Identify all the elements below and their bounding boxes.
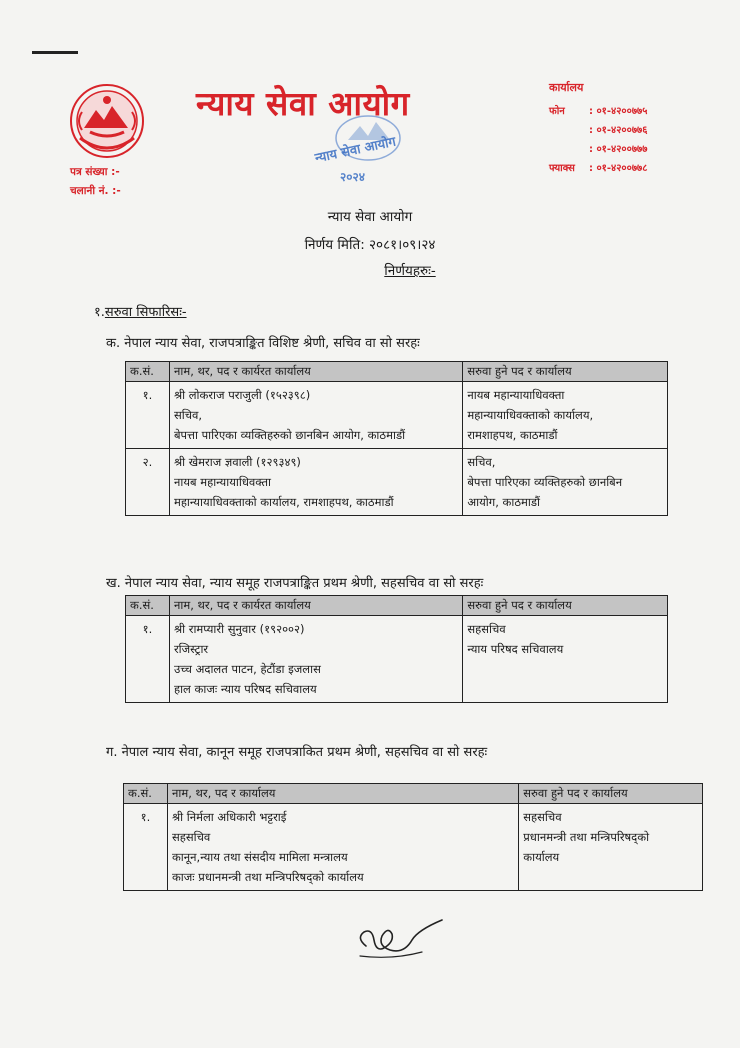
transfer-post-cell — [519, 804, 703, 891]
document-title: न्याय सेवा आयोग — [327, 209, 413, 225]
organization-title: न्याय सेवा आयोग — [196, 84, 410, 123]
table-header-row — [126, 596, 668, 616]
column-header: नाम, थर, पद र कार्यालय — [167, 784, 518, 804]
contact-block — [549, 80, 719, 176]
column-header: नाम, थर, पद र कार्यरत कार्यालय — [169, 362, 462, 382]
fax-label: फ्याक्स — [549, 162, 575, 174]
cell-line: श्री रामप्यारी सुनुवार (१९२००२) — [173, 622, 305, 636]
cell-line: श्री खेमराज ज्ञवाली (१२९३४९) — [173, 455, 301, 469]
cell-line: न्याय परिषद सचिवालय — [467, 642, 564, 656]
table-row — [126, 382, 668, 449]
phone-number: : ०१-४२००७७५ — [589, 105, 648, 117]
signature-icon — [352, 916, 447, 964]
reference-block — [70, 163, 121, 201]
table-row — [124, 804, 703, 891]
seal-year: २०२४ — [340, 170, 365, 184]
current-post-cell — [169, 382, 462, 449]
official-seal-icon — [310, 110, 415, 190]
transfer-post-cell — [463, 616, 668, 703]
transfer-table-joint-secretary-law — [123, 783, 703, 891]
cell-line: बेपत्ता पारिएका व्यक्तिहरुको छानबिन आयोग, काठमाडौं — [173, 428, 406, 442]
cell-line: हाल काजः न्याय परिषद सचिवालय — [173, 682, 317, 696]
column-header: क.सं. — [126, 596, 170, 616]
dispatch-number-label: चलानी नं. :- — [70, 185, 121, 197]
cell-line: बेपत्ता पारिएका व्यक्तिहरुको छानबिन — [467, 475, 623, 489]
cell-line: रामशाहपथ, काठमाडौं — [467, 428, 558, 442]
cell-line: काजः प्रधानमन्त्री तथा मन्त्रिपरिषद्को कार्यालय — [171, 870, 364, 884]
cell-line: महान्यायाधिवक्ताको कार्यालय, — [467, 408, 594, 422]
cell-line: श्री लोकराज पराजुली (१५२३९८) — [173, 388, 311, 402]
cell-line: प्रधानमन्त्री तथा मन्त्रिपरिषद्को — [523, 830, 650, 844]
letter-number-label: पत्र संख्या :- — [70, 166, 120, 178]
transfer-table-secretary — [125, 361, 668, 516]
column-header: सरुवा हुने पद र कार्यालय — [519, 784, 703, 804]
table-caption: क. नेपाल न्याय सेवा, राजपत्राङ्कित विशिष्ट श्रेणी, सचिव वा सो सरहः — [106, 336, 420, 351]
table-row — [126, 616, 668, 703]
transfer-post-cell — [463, 382, 668, 449]
cell-line: रजिस्ट्रार — [173, 642, 209, 656]
phone-number: : ०१-४२००७७७ — [589, 143, 648, 155]
cell-line: नायब महान्यायाधिवक्ता — [467, 388, 565, 402]
section-heading — [94, 302, 187, 320]
cell-line: महान्यायाधिवक्ताको कार्यालय, रामशाहपथ, काठमाडौं — [173, 495, 394, 509]
cell-line: सचिव, — [467, 455, 496, 469]
phone-number: : ०१-४२००७७६ — [589, 124, 648, 136]
fax-number: : ०१-४२००७७८ — [589, 162, 648, 174]
column-header: नाम, थर, पद र कार्यरत कार्यालय — [169, 596, 462, 616]
phone-label: फोन — [549, 105, 565, 117]
cell-line: नायब महान्यायाधिवक्ता — [173, 475, 271, 489]
table-header-row — [126, 362, 668, 382]
table-row — [126, 449, 668, 516]
table-caption: ख. नेपाल न्याय सेवा, न्याय समूह राजपत्राङ्कित प्रथम श्रेणी, सहसचिव वा सो सरहः — [106, 576, 484, 591]
serial-number: १. — [126, 382, 170, 449]
serial-number: १. — [126, 616, 170, 703]
column-header: सरुवा हुने पद र कार्यालय — [463, 596, 668, 616]
nepal-emblem-icon — [68, 82, 146, 160]
cell-line: सहसचिव — [523, 810, 562, 824]
decision-date: निर्णय मिति: २०८१।०९।२४ — [304, 237, 436, 253]
cell-line: सहसचिव — [467, 622, 506, 636]
cell-line: सचिव, — [173, 408, 203, 422]
serial-number: १. — [124, 804, 168, 891]
cell-line: कानून,न्याय तथा संसदीय मामिला मन्त्रालय — [171, 850, 348, 864]
seal-text: न्याय सेवा आयोग — [313, 134, 398, 167]
column-header: क.सं. — [126, 362, 170, 382]
column-header: क.सं. — [124, 784, 168, 804]
office-label: कार्यालय — [549, 81, 584, 94]
current-post-cell — [167, 804, 518, 891]
cell-line: उच्च अदालत पाटन, हेटौंडा इजलास — [173, 662, 321, 676]
decisions-heading: निर्णयहरुः- — [384, 263, 436, 279]
table-caption: ग. नेपाल न्याय सेवा, कानून समूह राजपत्राकित प्रथम श्रेणी, सहसचिव वा सो सरहः — [106, 745, 488, 760]
cell-line: आयोग, काठमाडौं — [467, 495, 540, 509]
section-number: १. — [94, 305, 105, 320]
section-title: सरुवा सिफारिसः- — [104, 305, 187, 320]
cell-line: श्री निर्मला अधिकारी भट्टराई — [171, 810, 287, 824]
current-post-cell — [169, 449, 462, 516]
serial-number: २. — [126, 449, 170, 516]
cell-line: कार्यालय — [523, 850, 560, 864]
transfer-post-cell — [463, 449, 668, 516]
transfer-table-joint-secretary-justice — [125, 595, 668, 703]
current-post-cell — [169, 616, 462, 703]
cell-line: सहसचिव — [171, 830, 211, 844]
column-header: सरुवा हुने पद र कार्यालय — [463, 362, 668, 382]
table-header-row — [124, 784, 703, 804]
corner-mark — [32, 51, 78, 54]
